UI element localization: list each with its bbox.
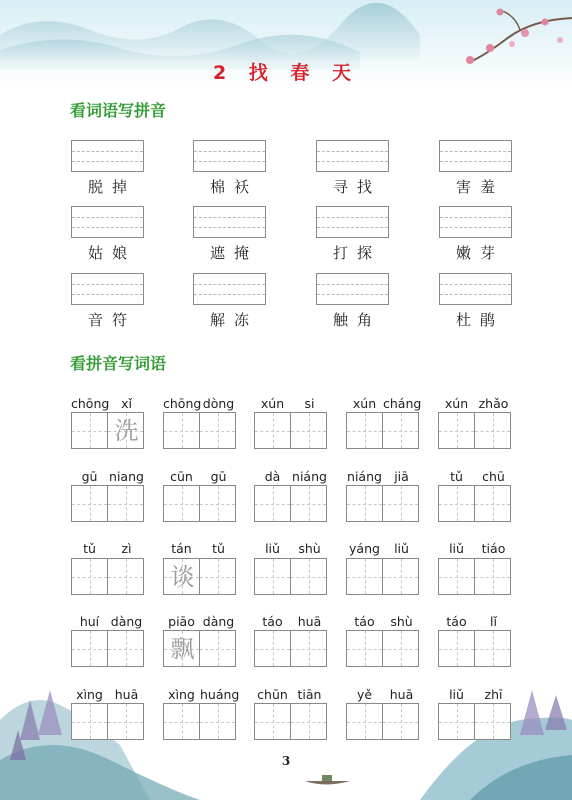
pinyin-syllable: shù [298,541,321,556]
pinyin-writing-box[interactable] [316,206,389,238]
vocab-word: 寻找 [332,178,381,196]
pinyin-syllable: yáng [349,541,380,556]
pinyin-syllable: liǔ [449,687,464,702]
vocab-word: 嫩芽 [455,244,504,262]
pinyin-syllable: niang [109,469,144,484]
character-writing-cell[interactable] [346,630,383,667]
character-writing-cell[interactable] [107,485,144,522]
pinyin-writing-box[interactable] [193,206,266,238]
page-number: 3 [281,754,291,768]
character-writing-cell[interactable] [71,558,108,595]
character-writing-cell[interactable] [382,412,419,449]
pinyin-syllable: cháng [383,396,422,411]
pinyin-syllable: huā [297,614,322,629]
pinyin-syllable: shù [390,614,413,629]
character-writing-cell[interactable] [346,485,383,522]
pinyin-writing-box[interactable] [193,140,266,172]
character-writing-cell[interactable] [438,630,475,667]
pinyin-syllable: liǔ [449,541,464,556]
pinyin-syllable: táo [354,614,375,629]
pinyin-writing-box[interactable] [193,273,266,305]
character-writing-cell[interactable] [382,703,419,740]
pinyin-syllable: liǔ [394,541,409,556]
section-heading-write-words: 看拼音写词语 [70,354,167,373]
character-writing-cell[interactable] [71,630,108,667]
pinyin-syllable: liǔ [265,541,280,556]
character-writing-cell[interactable] [474,412,511,449]
character-writing-cell[interactable] [199,703,236,740]
pinyin-syllable: huā [389,687,414,702]
pinyin-syllable: táo [262,614,283,629]
character-writing-cell[interactable] [107,412,144,449]
pinyin-syllable: gū [210,469,227,484]
tracing-character: 谈 [170,563,195,591]
pinyin-syllable: tán [171,541,192,556]
pinyin-syllable: xún [352,396,377,411]
pinyin-syllable: tǔ [212,541,225,556]
character-writing-cell[interactable] [254,630,291,667]
character-writing-cell[interactable] [382,485,419,522]
pinyin-syllable: tǔ [83,541,96,556]
pinyin-syllable: zhǎo [478,396,509,411]
character-writing-cell[interactable] [199,485,236,522]
pinyin-syllable: si [304,396,315,411]
character-writing-cell[interactable] [107,703,144,740]
character-writing-cell[interactable] [107,558,144,595]
pinyin-syllable: piāo [168,614,195,629]
pinyin-syllable: chū [482,469,505,484]
character-writing-cell[interactable] [474,558,511,595]
pinyin-syllable: dòng [202,396,235,411]
pinyin-writing-box[interactable] [316,273,389,305]
pinyin-syllable: tiáo [481,541,506,556]
pinyin-syllable: chūn [257,687,288,702]
character-writing-cell[interactable] [107,630,144,667]
character-writing-cell[interactable] [254,412,291,449]
character-writing-cell[interactable] [346,558,383,595]
pinyin-syllable: gū [81,469,98,484]
character-writing-cell[interactable] [254,703,291,740]
vocab-word: 害羞 [455,178,504,196]
character-writing-cell[interactable] [382,558,419,595]
character-writing-cell[interactable] [346,412,383,449]
pinyin-syllable: dàng [110,614,143,629]
vocab-word: 触角 [332,311,381,329]
character-writing-cell[interactable] [290,485,327,522]
pinyin-syllable: dàng [202,614,235,629]
lesson-title: 2 找 春 天 [212,62,360,84]
vocab-word: 脱掉 [87,178,136,196]
character-writing-cell[interactable] [71,412,108,449]
character-writing-cell[interactable] [438,558,475,595]
pinyin-syllable: chōng [71,396,110,411]
pinyin-writing-box[interactable] [71,273,144,305]
character-writing-cell[interactable] [199,412,236,449]
pinyin-syllable: jiā [394,469,409,484]
pinyin-syllable: huí [79,614,100,629]
pinyin-writing-box[interactable] [316,140,389,172]
character-writing-cell[interactable] [382,630,419,667]
pinyin-syllable: zhī [484,687,503,702]
pinyin-syllable: niáng [347,469,382,484]
character-writing-cell[interactable] [254,558,291,595]
character-writing-cell[interactable] [290,703,327,740]
pinyin-syllable: niáng [292,469,327,484]
boat [305,775,350,785]
section-heading-write-pinyin: 看词语写拼音 [70,101,167,120]
vocab-word: 棉袄 [209,178,258,196]
character-writing-cell[interactable] [163,703,200,740]
character-writing-cell[interactable] [71,485,108,522]
pinyin-syllable: huā [114,687,139,702]
pinyin-syllable: lǐ [490,614,497,629]
character-writing-cell[interactable] [199,630,236,667]
pinyin-writing-box[interactable] [71,140,144,172]
character-writing-cell[interactable] [290,630,327,667]
vocab-word: 解冻 [209,311,258,329]
pinyin-syllable: yě [356,687,373,702]
character-writing-cell[interactable] [474,485,511,522]
character-writing-cell[interactable] [163,630,200,667]
character-writing-cell[interactable] [163,485,200,522]
character-writing-cell[interactable] [438,485,475,522]
tracing-character: 飘 [170,635,195,663]
pinyin-syllable: zì [121,541,132,556]
tracing-character: 洗 [114,417,139,445]
pinyin-writing-box[interactable] [71,206,144,238]
pinyin-syllable: xún [260,396,285,411]
vocab-word: 杜鹃 [455,311,504,329]
pinyin-syllable: chōng [163,396,202,411]
character-writing-cell[interactable] [438,703,475,740]
character-writing-cell[interactable] [254,485,291,522]
character-writing-cell[interactable] [474,703,511,740]
pinyin-syllable: dà [264,469,281,484]
character-writing-cell[interactable] [474,630,511,667]
vocab-word: 打探 [332,244,381,262]
pinyin-syllable: xìng [168,687,195,702]
character-writing-cell[interactable] [199,558,236,595]
character-writing-cell[interactable] [346,703,383,740]
pinyin-writing-box[interactable] [439,206,512,238]
character-writing-cell[interactable] [71,703,108,740]
pinyin-syllable: cūn [170,469,193,484]
character-writing-cell[interactable] [290,412,327,449]
pinyin-syllable: tǔ [450,469,463,484]
character-writing-cell[interactable] [290,558,327,595]
pinyin-syllable: huáng [200,687,240,702]
vocab-word: 音符 [87,311,136,329]
vocab-word: 姑娘 [87,244,136,262]
pinyin-syllable: táo [446,614,467,629]
pinyin-syllable: xún [444,396,469,411]
vocab-word: 遮掩 [209,244,258,262]
pinyin-writing-box[interactable] [439,273,512,305]
pinyin-writing-box[interactable] [439,140,512,172]
character-writing-cell[interactable] [163,558,200,595]
character-writing-cell[interactable] [163,412,200,449]
pinyin-syllable: xǐ [121,396,132,411]
pinyin-syllable: tiān [297,687,322,702]
pinyin-syllable: xìng [76,687,103,702]
character-writing-cell[interactable] [438,412,475,449]
